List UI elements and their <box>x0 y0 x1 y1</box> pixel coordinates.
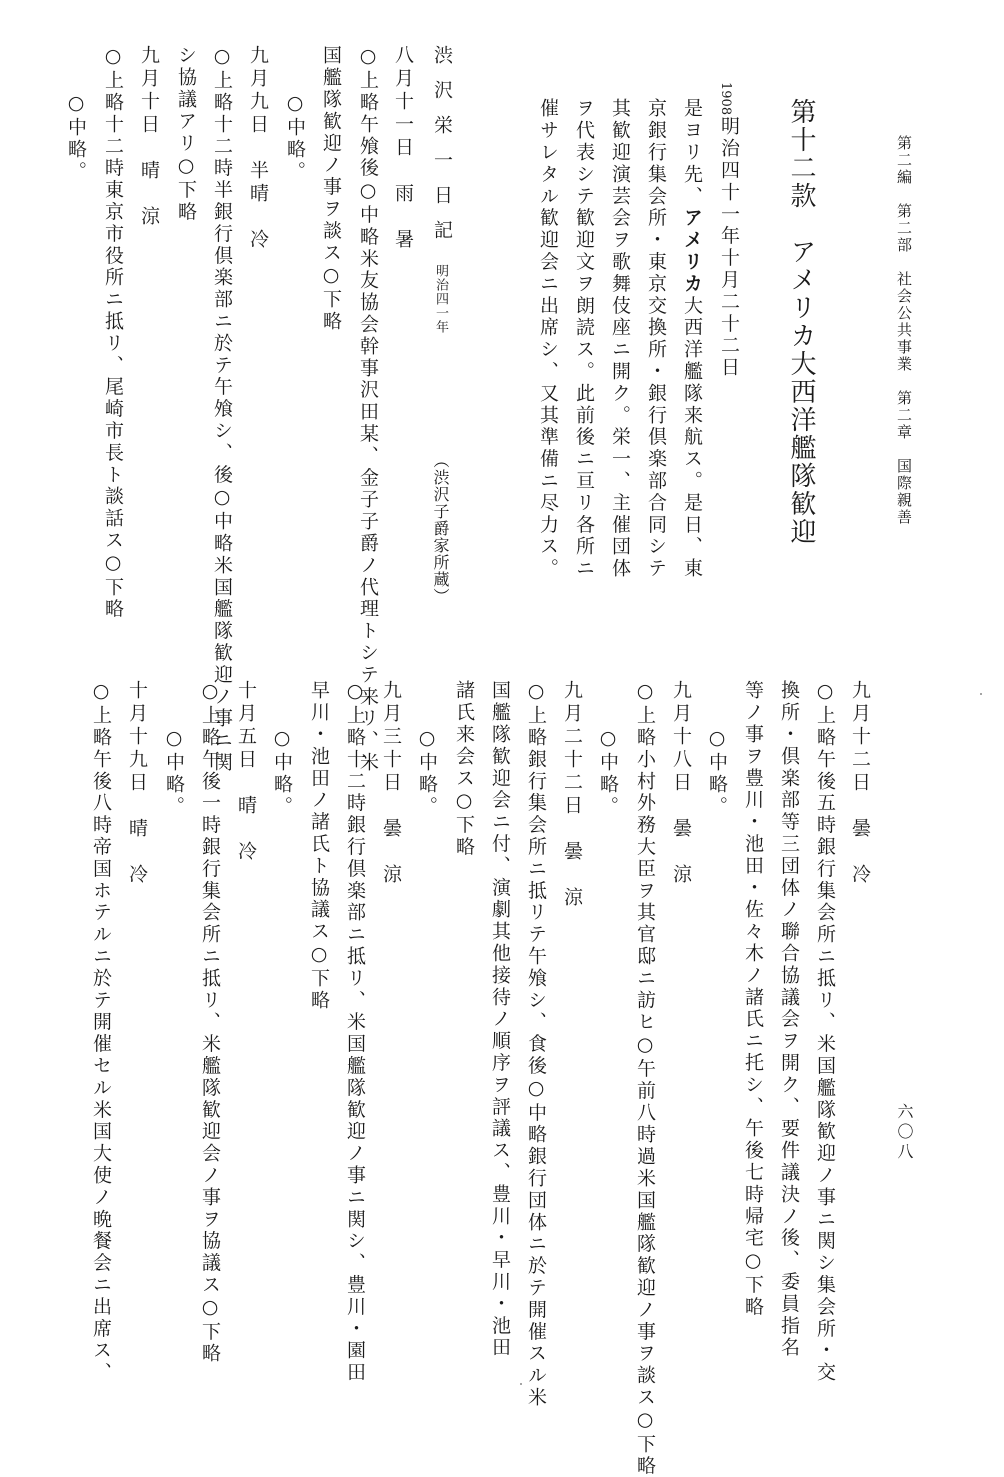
entry-line: ○上略銀行集会所ニ抵リテ午飧シ、食後○中略銀行団体ニ於テ開催スル米 <box>525 680 547 1409</box>
entry-line: 国艦隊歓迎会ニ付、演劇其他接待ノ順序ヲ評議ス、豊川・早川・池田 <box>489 680 511 1359</box>
entry-line: ○上略午後一時銀行集会所ニ抵リ、米艦隊歓迎会ノ事ヲ協議ス○下略 <box>199 680 221 1365</box>
entry-date: 十月十九日 晴 冷 <box>126 680 148 887</box>
omission-note: ○中略。 <box>271 727 293 818</box>
entry-date: 九月十二日 曇 冷 <box>849 680 871 887</box>
summary-line-4: ヲ代表シテ歓迎文ヲ朗読ス。此前後ニ亘リ各所ニ <box>573 98 595 580</box>
year-note: 1908 <box>718 82 733 116</box>
source-year: 明治四一年 <box>433 264 448 334</box>
entry-line: ○上略十二時東京市役所ニ抵リ、尾崎市長ト談話ス○下略 <box>102 45 124 621</box>
source-title: 渋沢栄一日記 <box>431 45 453 255</box>
entry-line: 等ノ事ヲ豊川・池田・佐々木ノ諸氏ニ托シ、午後七時帰宅○下略 <box>742 680 764 1319</box>
omission-note: ○中略。 <box>284 92 306 183</box>
date-line: 明治四十一年十月二十二日 <box>718 116 740 379</box>
source-holder: （渋沢子爵家所蔵） <box>431 452 450 605</box>
summary-line-2: 京銀行集会所・東京交換所・銀行倶楽部合同シテ <box>645 98 667 580</box>
entry-date: 九月十八日 曇 涼 <box>670 680 692 887</box>
running-header: 第二編 第二部 社会公共事業 第二章 国際親善 <box>895 135 913 526</box>
entry-date: 九月九日 半晴 冷 <box>247 45 269 252</box>
scan-speck <box>520 1383 522 1385</box>
scan-speck <box>980 693 982 695</box>
entry-line: ○上略午後五時銀行集会所ニ抵リ、米国艦隊歓迎ノ事ニ関シ集会所・交 <box>814 680 836 1384</box>
entry-date: 九月二十二日 曇 涼 <box>561 680 583 910</box>
entry-line: ○上略午後八時帝国ホテルニ於テ開催セル米国大使ノ晩餐会ニ出席ス、 <box>90 680 112 1384</box>
entry-line: 諸氏来会ス○下略 <box>453 680 475 859</box>
entry-date: 八月十一日 雨 暑 <box>392 45 414 252</box>
page-number: 六〇八 <box>895 1103 914 1163</box>
omission-note: ○中略。 <box>597 727 619 818</box>
summary-line-1: 是ヨリ先、アメリカ大西洋艦隊来航ス。是日、東 <box>681 98 703 580</box>
omission-note: ○中略。 <box>416 727 438 818</box>
summary-line-3: 其歓迎演芸会ヲ歌舞伎座ニ開ク。栄一、主催団体 <box>609 98 631 580</box>
entry-line: ○上略十二時銀行倶楽部ニ抵リ、米国艦隊歓迎ノ事ニ関シ、豊川・園田 <box>344 680 366 1384</box>
entry-date: 九月三十日 曇 涼 <box>380 680 402 887</box>
entry-date: 十月五日 晴 冷 <box>235 680 257 864</box>
entry-line: ○上略小村外務大臣ヲ其官邸ニ訪ヒ○午前八時過米国艦隊歓迎ノ事ヲ談ス○下略 <box>634 680 656 1477</box>
entry-line: ○上略午飧後○中略米友協会幹事沢田某、金子子爵ノ代理トシテ来リ、米 <box>357 45 379 774</box>
omission-note: ○中略。 <box>706 727 728 818</box>
omission-note: ○中略。 <box>163 727 185 818</box>
entry-line: シ協議アリ○下略 <box>175 45 197 224</box>
entry-line: 早川・池田ノ諸氏ト協議ス○下略 <box>308 680 330 1012</box>
section-title: 第十二款 アメリカ大西洋艦隊歓迎 <box>786 98 816 546</box>
entry-line: 換所・倶楽部等三団体ノ聯合協議会ヲ開ク、要件議決ノ後、委員指名 <box>778 680 800 1359</box>
entry-date: 九月十日 晴 涼 <box>138 45 160 229</box>
entry-line: ○上略十二時半銀行倶楽部ニ於テ午飧シ、後○中略米国艦隊歓迎ノ事ニ関 <box>211 45 233 774</box>
summary-line-5: 催サレタル歓迎会ニ出席シ、又其準備ニ尽力ス。 <box>537 98 559 580</box>
entry-line: 国艦隊歓迎ノ事ヲ談ス○下略 <box>320 45 342 333</box>
omission-note: ○中略。 <box>65 92 87 183</box>
